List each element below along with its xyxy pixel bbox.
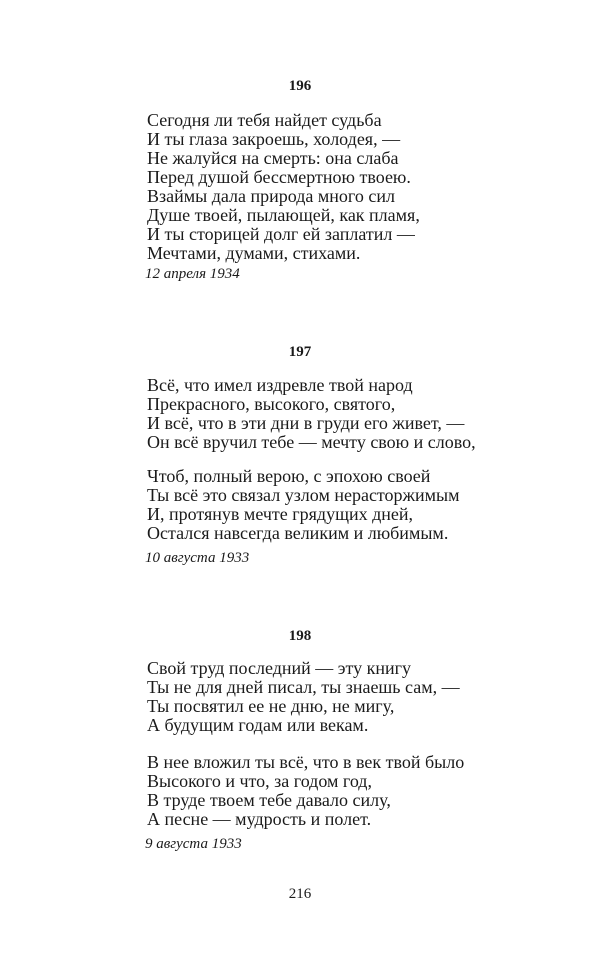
verse-line: Не жалуйся на смерть: она слаба [147,148,399,168]
poem-date: 12 апреля 1934 [145,266,240,282]
verse-line: Мечтами, думами, стихами. [147,243,361,263]
verse-line: В нее вложил ты всё, что в век твой было [147,752,465,772]
page-number: 216 [288,886,312,902]
verse-line: А будущим годам или векам. [147,715,369,735]
verse-line: Прекрасного, высокого, святого, [147,394,396,414]
verse-line: В труде твоем тебе давало силу, [147,790,391,810]
verse-line: Взаймы дала природа много сил [147,186,395,206]
verse-line: И ты сторицей долг ей заплатил — [147,224,415,244]
verse-line: Свой труд последний — эту книгу [147,658,411,678]
verse-line: И, протянув мечте грядущих дней, [147,504,414,524]
poem-stanza [147,753,587,829]
poem-date: 9 августа 1933 [145,836,242,852]
poem-date: 10 августа 1933 [145,550,250,566]
poem-number: 197 [288,344,312,360]
verse-line: Ты не для дней писал, ты знаешь сам, — [147,677,460,697]
verse-line: Высокого и что, за годом год, [147,771,372,791]
verse-line: Он всё вручил тебе — мечту свою и слово, [147,432,476,452]
verse-line: Ты посвятил ее не дню, не мигу, [147,696,395,716]
poem-stanza [147,659,587,735]
verse-line: Сегодня ли тебя найдет судьба [147,110,382,130]
poem-number: 198 [288,628,312,644]
verse-line: Перед душой бессмертною твоею. [147,167,411,187]
poem-stanza [147,376,587,452]
verse-line: И ты глаза закроешь, холодея, — [147,129,401,149]
verse-line: Остался навсегда великим и любимым. [147,523,449,543]
poem-stanza [147,467,587,543]
verse-line: А песне — мудрость и полет. [147,809,372,829]
verse-line: Чтоб, полный верою, с эпохою своей [147,466,431,486]
poem-number: 196 [288,78,312,94]
verse-line: Ты всё это связал узлом нерасторжимым [147,485,460,505]
verse-line: Душе твоей, пылающей, как пламя, [147,205,420,225]
poem-stanza [147,111,587,263]
verse-line: Всё, что имел издревле твой народ [147,375,413,395]
verse-line: И всё, что в эти дни в груди его живет, — [147,413,465,433]
